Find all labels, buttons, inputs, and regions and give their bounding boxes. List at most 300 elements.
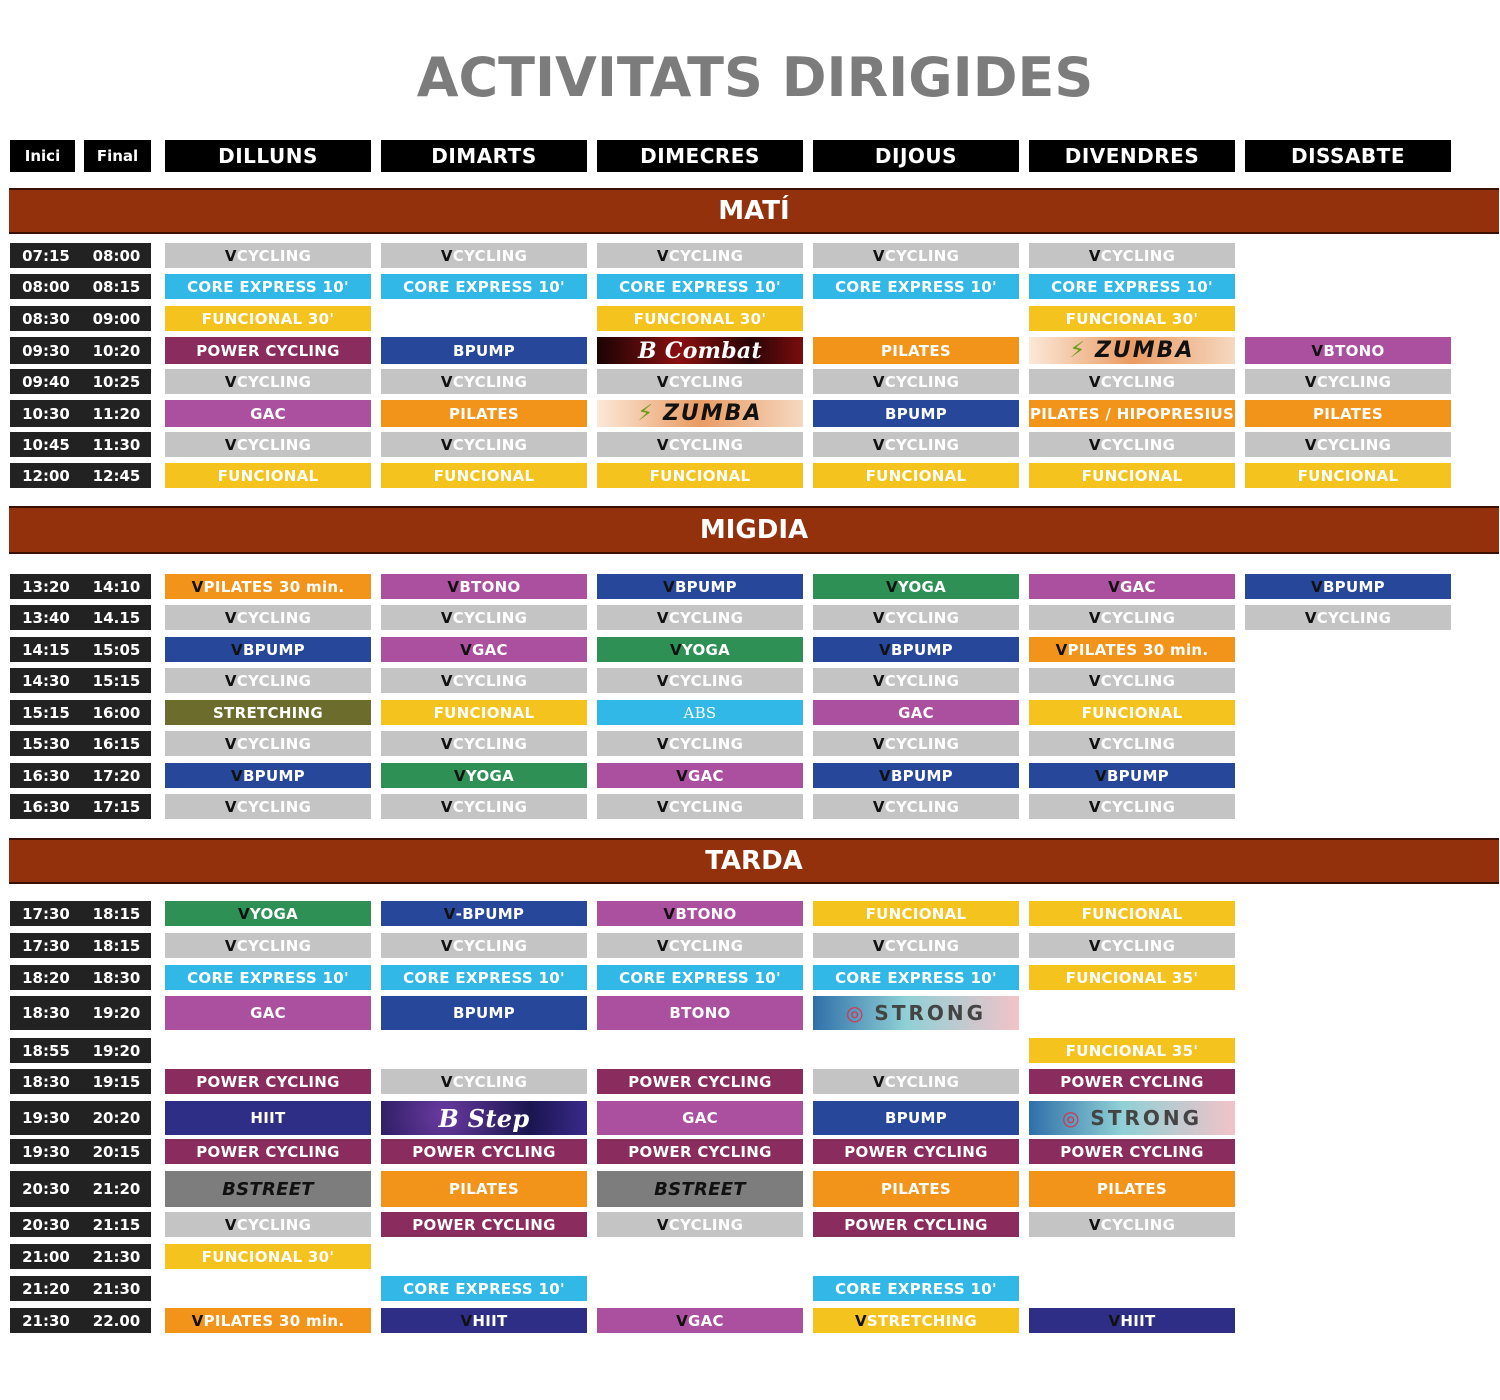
virtual-prefix: V	[440, 797, 453, 816]
class-label: POWER CYCLING	[1060, 1072, 1204, 1091]
class-cycling[interactable]	[1029, 605, 1235, 630]
class-label: PILATES	[1097, 1180, 1167, 1198]
class-cycling[interactable]	[165, 432, 371, 457]
class-label: CYCLING	[236, 797, 312, 816]
class-bpump[interactable]	[813, 400, 1019, 427]
class-label: FUNCIONAL	[1297, 466, 1399, 485]
class-label: POWER CYCLING	[1060, 1142, 1204, 1161]
virtual-prefix: V	[656, 671, 669, 690]
class-label: BPUMP	[890, 640, 953, 659]
schedule-row	[0, 996, 1500, 1030]
class-cycling[interactable]	[381, 1069, 587, 1094]
class-pilates[interactable]	[1029, 400, 1235, 427]
class-zumba[interactable]	[597, 400, 803, 427]
class-strong[interactable]	[813, 996, 1019, 1030]
class-cycling[interactable]	[597, 1212, 803, 1237]
class-cycling[interactable]	[1029, 731, 1235, 756]
schedule-row	[0, 637, 1500, 662]
class-label: YOGA	[681, 640, 731, 659]
class-gac[interactable]	[813, 700, 1019, 725]
end-time: 11:20	[82, 400, 151, 427]
class-bpump[interactable]	[381, 996, 587, 1030]
class-cycling[interactable]	[381, 432, 587, 457]
class-label: CYCLING	[236, 1215, 312, 1234]
virtual-prefix: V	[1088, 671, 1101, 690]
end-time: 22.00	[82, 1308, 151, 1333]
class-cycling[interactable]	[381, 668, 587, 693]
virtual-prefix: V	[440, 1072, 453, 1091]
class-pilates[interactable]	[813, 1171, 1019, 1207]
start-time: 18:20	[10, 965, 82, 990]
class-pilates[interactable]	[813, 337, 1019, 364]
class-cycling[interactable]	[381, 369, 587, 394]
virtual-prefix: V	[1088, 1215, 1101, 1234]
class-label: PILATES / HIPOPRESIUS	[1029, 404, 1235, 423]
zumba-logo-icon: ⚡	[1069, 338, 1087, 363]
class-label: PILATES	[881, 1180, 951, 1198]
class-cycling[interactable]	[381, 794, 587, 819]
class-pilates[interactable]	[1245, 400, 1451, 427]
virtual-prefix: V	[440, 435, 453, 454]
class-bpump[interactable]	[813, 763, 1019, 788]
start-time: 07:15	[10, 243, 82, 268]
start-time: 17:30	[10, 901, 82, 926]
strong-logo-icon: ◎	[1061, 1106, 1083, 1130]
end-time: 08:15	[82, 274, 151, 299]
end-time: 17:20	[82, 763, 151, 788]
virtual-prefix: V	[440, 372, 453, 391]
class-cycling[interactable]	[1029, 933, 1235, 958]
class-pilates[interactable]	[165, 1308, 371, 1333]
class-gac[interactable]	[597, 1101, 803, 1135]
class-hiit[interactable]	[381, 1308, 587, 1333]
virtual-prefix: V	[231, 766, 243, 785]
class-label: CYCLING	[1100, 608, 1176, 627]
end-time: 18:15	[82, 901, 151, 926]
class-label: CYCLING	[452, 936, 528, 955]
class-label: BPUMP	[890, 766, 953, 785]
class-bpump[interactable]	[813, 637, 1019, 662]
class-label: ZUMBA	[1094, 338, 1195, 363]
class-label: BSTREET	[654, 1178, 746, 1200]
class-power[interactable]	[597, 1069, 803, 1094]
class-core[interactable]	[1029, 274, 1235, 299]
class-gac[interactable]	[165, 996, 371, 1030]
class-btono[interactable]	[597, 996, 803, 1030]
class-label: BPUMP	[674, 577, 737, 596]
virtual-prefix: V	[440, 734, 453, 753]
class-label: CYCLING	[236, 671, 312, 690]
class-label: CYCLING	[1100, 671, 1176, 690]
class-abs[interactable]	[597, 700, 803, 725]
class-label: CORE EXPRESS 10'	[187, 277, 349, 296]
start-time: 09:30	[10, 337, 82, 364]
class-label: GAC	[688, 766, 724, 785]
class-label: BPUMP	[1322, 577, 1385, 596]
class-label: CYCLING	[452, 1072, 528, 1091]
start-time: 20:30	[10, 1171, 82, 1207]
class-cycling[interactable]	[1029, 668, 1235, 693]
class-label: CYCLING	[884, 734, 960, 753]
virtual-prefix: V	[1304, 608, 1317, 627]
class-label: CYCLING	[884, 671, 960, 690]
class-label: CYCLING	[668, 671, 744, 690]
class-core[interactable]	[165, 274, 371, 299]
class-power[interactable]	[813, 1139, 1019, 1164]
section-mati: MATÍ	[9, 188, 1499, 234]
virtual-prefix: V	[1311, 341, 1324, 360]
class-cycling[interactable]	[1029, 369, 1235, 394]
class-stretching[interactable]	[165, 700, 371, 725]
class-cycling[interactable]	[1245, 605, 1451, 630]
end-time: 18:15	[82, 933, 151, 958]
class-bpump[interactable]	[381, 901, 587, 926]
class-core[interactable]	[813, 274, 1019, 299]
class-cycling[interactable]	[165, 794, 371, 819]
class-gac[interactable]	[597, 763, 803, 788]
class-funcional[interactable]	[1029, 1038, 1235, 1063]
end-time: 19:15	[82, 1069, 151, 1094]
class-power[interactable]	[165, 1139, 371, 1164]
class-label: STRONG	[1090, 1106, 1203, 1130]
class-cycling[interactable]	[1245, 432, 1451, 457]
class-label: POWER CYCLING	[412, 1215, 556, 1234]
class-cycling[interactable]	[597, 432, 803, 457]
class-yoga[interactable]	[381, 763, 587, 788]
class-label: POWER CYCLING	[196, 341, 340, 360]
class-cycling[interactable]	[1029, 243, 1235, 268]
schedule-row	[0, 794, 1500, 819]
schedule-row	[0, 243, 1500, 268]
class-cycling[interactable]	[165, 668, 371, 693]
class-gac[interactable]	[165, 400, 371, 427]
start-time: 08:00	[10, 274, 82, 299]
class-label: CYCLING	[1316, 372, 1392, 391]
class-cycling[interactable]	[813, 668, 1019, 693]
header-day-wednesday: DIMECRES	[597, 140, 803, 172]
class-cycling[interactable]	[165, 1212, 371, 1237]
class-cycling[interactable]	[165, 731, 371, 756]
class-cycling[interactable]	[813, 1069, 1019, 1094]
class-label: CYCLING	[452, 734, 528, 753]
schedule-row	[0, 1244, 1500, 1269]
schedule-row	[0, 1212, 1500, 1237]
class-funcional[interactable]	[1029, 306, 1235, 331]
end-time: 19:20	[82, 1038, 151, 1063]
class-bpump[interactable]	[1029, 763, 1235, 788]
class-cycling[interactable]	[165, 605, 371, 630]
schedule-row	[0, 1308, 1500, 1333]
start-time: 21:20	[10, 1276, 82, 1301]
class-funcional[interactable]	[813, 901, 1019, 926]
header-day-friday: DIVENDRES	[1029, 140, 1235, 172]
class-cycling[interactable]	[165, 369, 371, 394]
end-time: 17:15	[82, 794, 151, 819]
start-time: 14:15	[10, 637, 82, 662]
class-label: PILATES 30 min.	[203, 577, 345, 596]
class-pilates[interactable]	[381, 400, 587, 427]
class-cycling[interactable]	[597, 794, 803, 819]
class-label: CYCLING	[236, 734, 312, 753]
end-time: 14:10	[82, 574, 151, 599]
class-funcional[interactable]	[1029, 901, 1235, 926]
end-time: 20:15	[82, 1139, 151, 1164]
class-label: CYCLING	[452, 608, 528, 627]
class-power[interactable]	[381, 1212, 587, 1237]
virtual-prefix: V	[656, 797, 669, 816]
virtual-prefix: V	[224, 246, 237, 265]
class-combat[interactable]	[597, 337, 803, 364]
class-cycling[interactable]	[381, 933, 587, 958]
virtual-prefix: V	[872, 1072, 885, 1091]
class-cycling[interactable]	[381, 605, 587, 630]
class-label: FUNCIONAL	[1081, 466, 1183, 485]
class-cycling[interactable]	[1029, 1212, 1235, 1237]
class-bstep[interactable]	[381, 1101, 587, 1135]
virtual-prefix: V	[440, 246, 453, 265]
class-cycling[interactable]	[381, 731, 587, 756]
class-label: YOGA	[465, 766, 515, 785]
class-label: CORE EXPRESS 10'	[403, 1279, 565, 1298]
class-label: CYCLING	[452, 797, 528, 816]
class-gac[interactable]	[1029, 574, 1235, 599]
class-label: CYCLING	[1316, 435, 1392, 454]
class-cycling[interactable]	[597, 731, 803, 756]
start-time: 10:30	[10, 400, 82, 427]
class-cycling[interactable]	[813, 933, 1019, 958]
end-time: 14.15	[82, 605, 151, 630]
class-hiit[interactable]	[1029, 1308, 1235, 1333]
class-cycling[interactable]	[597, 243, 803, 268]
class-label: POWER CYCLING	[196, 1072, 340, 1091]
start-time: 21:00	[10, 1244, 82, 1269]
class-label: CORE EXPRESS 10'	[187, 968, 349, 987]
class-power[interactable]	[381, 1139, 587, 1164]
class-yoga[interactable]	[813, 574, 1019, 599]
class-pilates[interactable]	[1029, 637, 1235, 662]
end-time: 16:15	[82, 731, 151, 756]
class-cycling[interactable]	[813, 731, 1019, 756]
class-cycling[interactable]	[1029, 432, 1235, 457]
end-time: 21:30	[82, 1276, 151, 1301]
class-core[interactable]	[381, 274, 587, 299]
class-cycling[interactable]	[597, 605, 803, 630]
start-time: 13:20	[10, 574, 82, 599]
class-cycling[interactable]	[813, 605, 1019, 630]
class-core[interactable]	[381, 1276, 587, 1301]
class-strong[interactable]	[1029, 1101, 1235, 1135]
class-gac[interactable]	[597, 1308, 803, 1333]
class-core[interactable]	[813, 1276, 1019, 1301]
class-label: BSTREET	[222, 1178, 314, 1200]
class-funcional[interactable]	[597, 463, 803, 488]
class-cycling[interactable]	[813, 369, 1019, 394]
class-label: GAC	[688, 1311, 724, 1330]
class-label: POWER CYCLING	[196, 1142, 340, 1161]
class-btono[interactable]	[381, 574, 587, 599]
class-cycling[interactable]	[597, 933, 803, 958]
virtual-prefix: V	[1304, 372, 1317, 391]
class-label: ZUMBA	[662, 401, 763, 426]
class-label: BPUMP	[452, 341, 516, 360]
class-funcional[interactable]	[1245, 463, 1451, 488]
strong-logo-icon: ◎	[845, 1001, 867, 1025]
class-label: CORE EXPRESS 10'	[619, 277, 781, 296]
class-funcional[interactable]	[165, 1244, 371, 1269]
class-bpump[interactable]	[165, 637, 371, 662]
header-start: Inici	[10, 140, 75, 172]
class-power[interactable]	[165, 1069, 371, 1094]
class-label: B Combat	[638, 337, 762, 364]
class-cycling[interactable]	[597, 369, 803, 394]
zumba-logo-icon: ⚡	[637, 401, 655, 426]
class-label: CYCLING	[1100, 797, 1176, 816]
class-gac[interactable]	[381, 637, 587, 662]
class-label: CYCLING	[236, 372, 312, 391]
virtual-prefix: V	[1108, 577, 1121, 596]
virtual-prefix: V	[224, 608, 237, 627]
virtual-prefix: V	[872, 246, 885, 265]
class-core[interactable]	[381, 965, 587, 990]
class-label: FUNCIONAL	[217, 466, 319, 485]
class-label: POWER CYCLING	[628, 1142, 772, 1161]
virtual-prefix: V	[191, 577, 204, 596]
start-time: 12:00	[10, 463, 82, 488]
virtual-prefix: V	[447, 577, 460, 596]
class-cycling[interactable]	[165, 933, 371, 958]
class-label: BPUMP	[242, 766, 305, 785]
start-time: 10:45	[10, 432, 82, 457]
virtual-prefix: V	[224, 797, 237, 816]
class-yoga[interactable]	[597, 637, 803, 662]
class-core[interactable]	[597, 965, 803, 990]
class-label: FUNCIONAL 30'	[633, 309, 767, 328]
class-cycling[interactable]	[813, 432, 1019, 457]
end-time: 10:20	[82, 337, 151, 364]
class-label: HIIT	[472, 1311, 508, 1330]
class-power[interactable]	[165, 337, 371, 364]
class-label: BPUMP	[242, 640, 305, 659]
virtual-prefix: V	[443, 904, 456, 923]
virtual-prefix: V	[1088, 797, 1101, 816]
class-funcional[interactable]	[1029, 700, 1235, 725]
class-btono[interactable]	[597, 901, 803, 926]
class-cycling[interactable]	[381, 243, 587, 268]
class-pilates[interactable]	[381, 1171, 587, 1207]
class-yoga[interactable]	[165, 901, 371, 926]
class-label: CYCLING	[884, 435, 960, 454]
virtual-prefix: V	[656, 936, 669, 955]
class-bpump[interactable]	[1245, 574, 1451, 599]
class-power[interactable]	[813, 1212, 1019, 1237]
virtual-prefix: V	[440, 936, 453, 955]
class-bpump[interactable]	[597, 574, 803, 599]
virtual-prefix: V	[224, 372, 237, 391]
class-pilates[interactable]	[1029, 1171, 1235, 1207]
class-cycling[interactable]	[1245, 369, 1451, 394]
class-label: GAC	[898, 703, 934, 722]
class-power[interactable]	[597, 1139, 803, 1164]
virtual-prefix: V	[872, 797, 885, 816]
schedule-row	[0, 1276, 1500, 1301]
class-label: CYCLING	[668, 246, 744, 265]
class-bpump[interactable]	[813, 1101, 1019, 1135]
class-core[interactable]	[597, 274, 803, 299]
class-funcional[interactable]	[1029, 463, 1235, 488]
class-funcional[interactable]	[1029, 965, 1235, 990]
class-btono[interactable]	[1245, 337, 1451, 364]
schedule-row	[0, 763, 1500, 788]
class-label: YOGA	[897, 577, 947, 596]
class-power[interactable]	[1029, 1139, 1235, 1164]
class-bstreet[interactable]	[165, 1171, 371, 1207]
class-cycling[interactable]	[813, 794, 1019, 819]
class-bstreet[interactable]	[597, 1171, 803, 1207]
class-funcional[interactable]	[165, 463, 371, 488]
class-funcional[interactable]	[813, 463, 1019, 488]
class-cycling[interactable]	[1029, 794, 1235, 819]
class-cycling[interactable]	[597, 668, 803, 693]
class-funcional[interactable]	[597, 306, 803, 331]
virtual-prefix: V	[872, 372, 885, 391]
class-core[interactable]	[165, 965, 371, 990]
class-funcional[interactable]	[813, 1308, 1019, 1333]
class-core[interactable]	[813, 965, 1019, 990]
class-power[interactable]	[1029, 1069, 1235, 1094]
schedule-row	[0, 432, 1500, 457]
class-label: CYCLING	[1100, 734, 1176, 753]
end-time: 18:30	[82, 965, 151, 990]
class-label: PILATES 30 min.	[1067, 640, 1209, 659]
schedule-row	[0, 1101, 1500, 1135]
class-label: CYCLING	[884, 246, 960, 265]
start-time: 15:30	[10, 731, 82, 756]
virtual-prefix: V	[231, 640, 243, 659]
virtual-prefix: V	[872, 435, 885, 454]
class-label: CYCLING	[1100, 372, 1176, 391]
virtual-prefix: V	[879, 766, 891, 785]
class-cycling[interactable]	[813, 243, 1019, 268]
class-funcional[interactable]	[165, 306, 371, 331]
class-label: FUNCIONAL	[865, 466, 967, 485]
class-funcional[interactable]	[381, 463, 587, 488]
class-label: CYCLING	[668, 936, 744, 955]
class-label: CORE EXPRESS 10'	[835, 968, 997, 987]
class-label: CYCLING	[1316, 608, 1392, 627]
class-bpump[interactable]	[381, 337, 587, 364]
virtual-prefix: V	[1088, 608, 1101, 627]
virtual-prefix: V	[224, 435, 237, 454]
virtual-prefix: V	[872, 671, 885, 690]
start-time: 18:30	[10, 1069, 82, 1094]
class-hiit[interactable]	[165, 1101, 371, 1135]
start-time: 15:15	[10, 700, 82, 725]
schedule-row	[0, 337, 1500, 364]
class-funcional[interactable]	[381, 700, 587, 725]
class-pilates[interactable]	[165, 574, 371, 599]
class-cycling[interactable]	[165, 243, 371, 268]
class-zumba[interactable]	[1029, 337, 1235, 364]
class-bpump[interactable]	[165, 763, 371, 788]
class-label: GAC	[1120, 577, 1156, 596]
start-time: 08:30	[10, 306, 82, 331]
virtual-prefix: V	[872, 936, 885, 955]
virtual-prefix: V	[1088, 734, 1101, 753]
virtual-prefix: V	[191, 1311, 204, 1330]
start-time: 20:30	[10, 1212, 82, 1237]
virtual-prefix: V	[440, 608, 453, 627]
start-time: 17:30	[10, 933, 82, 958]
